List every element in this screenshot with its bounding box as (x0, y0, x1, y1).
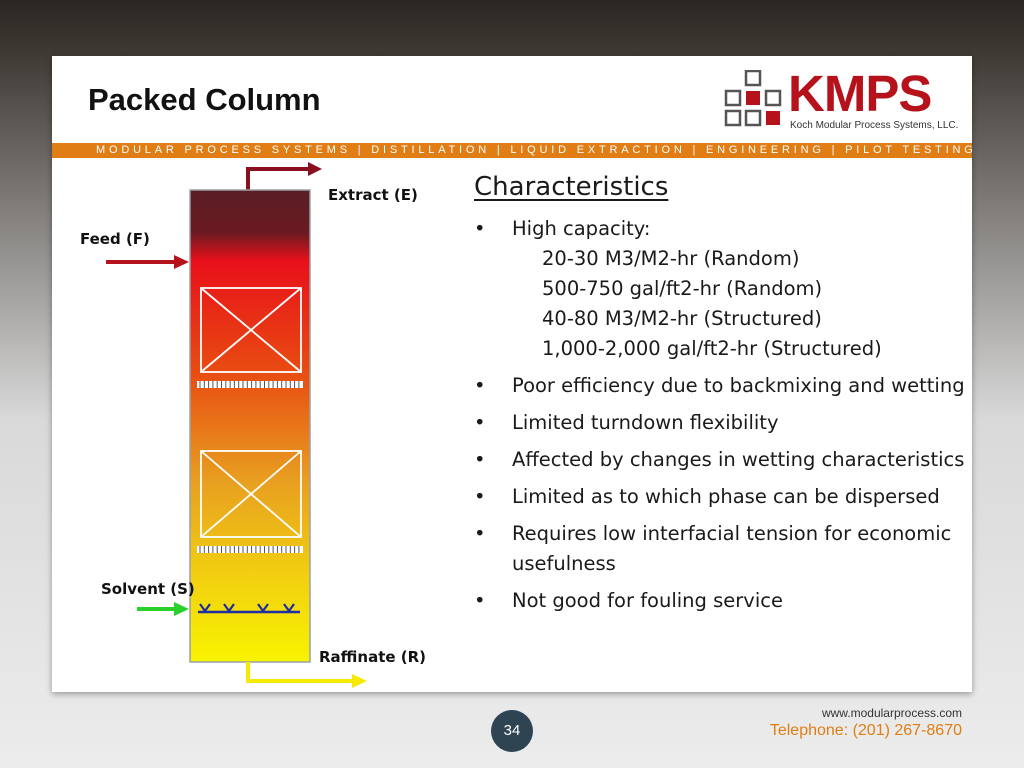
slide-title: Packed Column (88, 82, 321, 117)
characteristic-text: High capacity: (512, 217, 651, 240)
bullet-dot: • (474, 374, 486, 397)
characteristics-heading: Characteristics (474, 172, 669, 202)
bullet-dot: • (474, 448, 486, 471)
packed-column-diagram (52, 160, 472, 692)
characteristic-text: Limited turndown flexibility (512, 411, 779, 434)
capacity-value: 40-80 M3/M2-hr (Structured) (542, 307, 822, 330)
feed-arrowhead (174, 255, 189, 269)
slide (52, 56, 977, 692)
characteristic-text: Affected by changes in wetting characteristics (512, 448, 965, 471)
characteristics-list (474, 214, 969, 623)
bullet-dot: • (474, 589, 486, 612)
website-text: www.modularprocess.com (821, 706, 962, 720)
capacity-value: 1,000-2,000 gal/ft2-hr (Structured) (542, 337, 882, 360)
phone-text: Telephone: (201) 267-8670 (769, 722, 962, 739)
characteristic-text: Poor efficiency due to backmixing and wetting (512, 374, 965, 397)
characteristic-item (474, 214, 969, 364)
bullet-dot: • (474, 217, 486, 240)
extract-label: Extract (E) (328, 186, 418, 204)
page-number-badge: 34 (491, 710, 533, 752)
logo-wordmark: KMPS (788, 65, 932, 122)
extract-stream-arrow (248, 169, 310, 190)
raffinate-label: Raffinate (R) (319, 648, 427, 666)
characteristic-text: Requires low interfacial tension for economic usefulness (512, 522, 952, 575)
solvent-arrowhead (174, 602, 189, 616)
raffinate-arrowhead (352, 674, 367, 688)
kmps-logo (724, 65, 972, 136)
column-body (190, 190, 310, 662)
characteristic-item (474, 586, 969, 616)
extract-arrowhead (308, 162, 322, 176)
logo-squares-icon (724, 70, 784, 128)
bullet-dot: • (474, 485, 486, 508)
characteristic-text: Limited as to which phase can be dispersed (512, 485, 940, 508)
logo-subtitle: Koch Modular Process Systems, LLC. (790, 120, 959, 131)
bullet-dot: • (474, 411, 486, 434)
bullet-dot: • (474, 522, 486, 545)
characteristic-item (474, 371, 969, 401)
characteristic-item (474, 408, 969, 438)
characteristic-text: Not good for fouling service (512, 589, 783, 612)
characteristic-item (474, 519, 969, 579)
solvent-label: Solvent (S) (101, 580, 195, 598)
capacity-value: 20-30 M3/M2-hr (Random) (542, 247, 800, 270)
characteristic-item (474, 445, 969, 475)
services-banner: MODULAR PROCESS SYSTEMS | DISTILLATION | LIQUID EXTRACTION | ENGINEERING | PILOT TESTING (52, 143, 972, 158)
capacity-value: 500-750 gal/ft2-hr (Random) (542, 277, 823, 300)
characteristic-item (474, 482, 969, 512)
feed-label: Feed (F) (80, 230, 150, 248)
